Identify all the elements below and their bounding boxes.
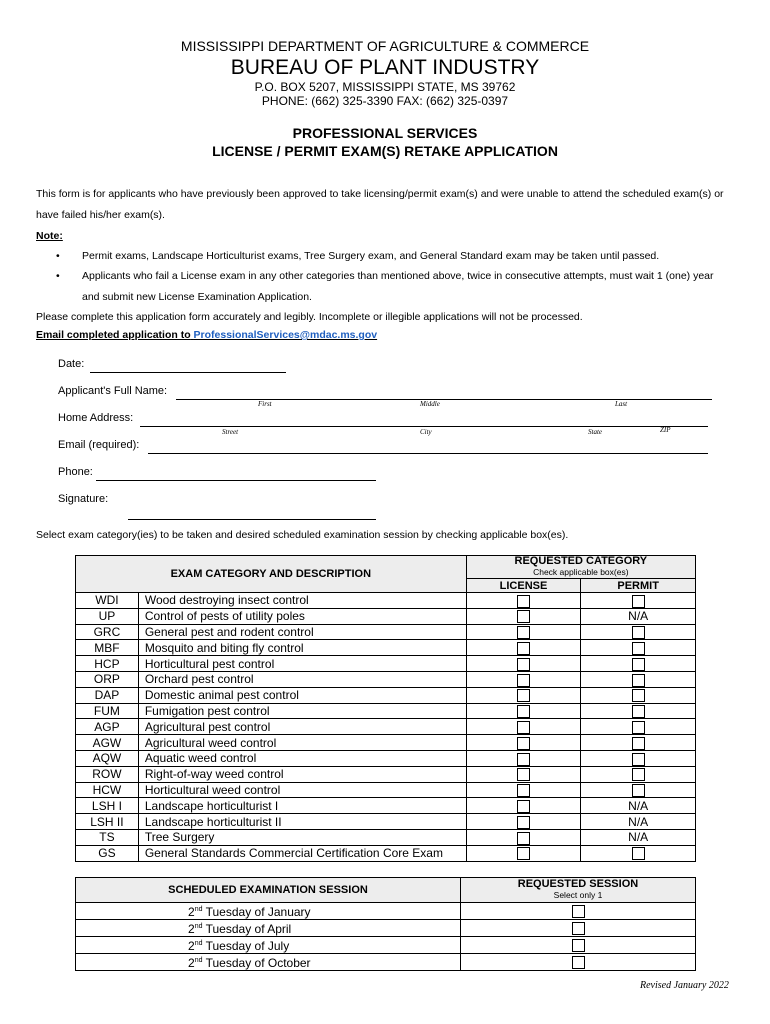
session-ordinal-suffix: nd [194,957,203,964]
session-checkbox[interactable] [572,939,585,952]
addr-zip-caption: ZIP [660,426,671,434]
agency-address: P.O. BOX 5207, MISSISSIPPI STATE, MS 39762 [254,80,516,94]
category-row [76,845,696,861]
license-checkbox[interactable] [517,847,530,860]
category-description: Wood destroying insect control [138,593,466,609]
session-header: SCHEDULED EXAMINATION SESSION [76,878,461,903]
license-cell [466,624,581,640]
license-cell [466,735,581,751]
license-checkbox[interactable] [517,768,530,781]
license-cell [466,782,581,798]
permit-checkbox[interactable] [632,626,645,639]
permit-checkbox[interactable] [632,705,645,718]
category-header: EXAM CATEGORY AND DESCRIPTION [76,556,467,593]
license-checkbox[interactable] [517,721,530,734]
category-row [76,593,696,609]
permit-cell [581,640,696,656]
category-code: GS [76,845,139,861]
category-row [76,719,696,735]
permit-checkbox[interactable] [632,721,645,734]
addr-state-caption: State [588,428,602,436]
session-ordinal: 2 [188,905,195,919]
email-label: Email (required): [58,439,140,451]
category-description: Agricultural weed control [138,735,466,751]
name-first-caption: First [258,400,272,408]
permit-na: N/A [628,830,649,845]
signature-label: Signature: [58,493,109,505]
requested-session-header [461,878,696,903]
session-text: Tuesday of July [205,939,290,953]
permit-cell [581,814,696,830]
category-code: ORP [76,671,139,687]
addr-city-caption: City [420,428,432,436]
session-check-cell [461,954,696,971]
form-title-line2: LICENSE / PERMIT EXAM(S) RETAKE APPLICATION [212,143,558,159]
category-row [76,671,696,687]
session-text: Tuesday of October [205,956,311,970]
license-cell [466,687,581,703]
category-row [76,814,696,830]
category-row [76,782,696,798]
addr-street-caption: Street [222,428,239,436]
category-description: Control of pests of utility poles [138,608,466,624]
session-label [76,920,461,937]
license-cell [466,719,581,735]
session-ordinal: 2 [188,956,195,970]
select-instruction: Select exam category(ies) to be taken and desired scheduled examination session by checking applicable box(es). [36,529,569,541]
session-label [76,954,461,971]
agency-phone: PHONE: (662) 325-3390 FAX: (662) 325-0397 [261,94,509,108]
email-instruction-text: Email completed application to [36,329,191,341]
category-description: Domestic animal pest control [138,687,466,703]
category-row [76,703,696,719]
license-cell [466,766,581,782]
note-bullet-2 [56,266,720,308]
permit-checkbox[interactable] [632,595,645,608]
session-checkbox[interactable] [572,956,585,969]
category-code: UP [76,608,139,624]
license-checkbox[interactable] [517,737,530,750]
license-checkbox[interactable] [517,595,530,608]
session-row [76,903,696,920]
full-name-label: Applicant's Full Name: [58,385,168,397]
category-description: Orchard pest control [138,671,466,687]
permit-cell [581,766,696,782]
name-last-caption: Last [615,400,628,408]
category-code: TS [76,829,139,845]
license-cell [466,640,581,656]
form-title-line1: PROFESSIONAL SERVICES [292,125,478,141]
category-row [76,766,696,782]
category-description: Aquatic weed control [138,750,466,766]
session-check-cell [461,903,696,920]
date-label: Date: [58,358,85,370]
category-code: FUM [76,703,139,719]
permit-cell [581,798,696,814]
category-code: AGW [76,735,139,751]
category-row [76,624,696,640]
name-middle-caption: Middle [420,400,440,408]
category-description: Horticultural weed control [138,782,466,798]
license-cell [466,593,581,609]
bullet-text: Applicants who fail a License exam in any other categories than mentioned above, twice in consecutive attempts, must wait 1 (one) year and submit new License Examination Application. [82,270,714,303]
permit-cell [581,656,696,672]
license-checkbox[interactable] [517,800,530,813]
email-link[interactable]: ProfessionalServices@mdac.ms.gov [193,329,378,341]
category-row [76,829,696,845]
category-description: Fumigation pest control [138,703,466,719]
session-ordinal-suffix: nd [194,940,203,947]
license-cell [466,703,581,719]
requested-category-sub: Check applicable box(es) [533,567,629,577]
category-code: AQW [76,750,139,766]
permit-checkbox[interactable] [632,658,645,671]
phone-label: Phone: [58,466,93,478]
permit-na: N/A [628,609,649,624]
license-checkbox[interactable] [517,832,530,845]
license-checkbox[interactable] [517,626,530,639]
permit-checkbox[interactable] [632,674,645,687]
license-checkbox[interactable] [517,689,530,702]
category-description: Tree Surgery [138,829,466,845]
permit-checkbox[interactable] [632,642,645,655]
date-input[interactable] [90,360,286,373]
license-cell [466,845,581,861]
exam-category-table [75,555,696,862]
category-code: LSH II [76,814,139,830]
note-bullet-1 [56,246,720,267]
session-label [76,903,461,920]
license-checkbox[interactable] [517,753,530,766]
category-code: LSH I [76,798,139,814]
note-label: Note: [36,230,63,242]
signature-input[interactable] [128,506,376,520]
category-code: WDI [76,593,139,609]
bullet-icon: • [56,250,60,262]
category-code: AGP [76,719,139,735]
category-row [76,687,696,703]
full-name-input[interactable] [176,387,712,400]
license-cell [466,608,581,624]
category-code: MBF [76,640,139,656]
home-address-input[interactable] [140,414,708,427]
permit-cell [581,845,696,861]
permit-na: N/A [628,798,649,813]
permit-cell [581,829,696,845]
session-label [76,937,461,954]
bureau-name: BUREAU OF PLANT INDUSTRY [230,56,540,79]
category-code: GRC [76,624,139,640]
permit-cell [581,735,696,751]
permit-cell [581,750,696,766]
session-text: Tuesday of April [205,922,292,936]
category-description: General pest and rodent control [138,624,466,640]
category-code: DAP [76,687,139,703]
permit-cell [581,593,696,609]
permit-checkbox[interactable] [632,753,645,766]
session-row [76,954,696,971]
category-code: HCP [76,656,139,672]
phone-input[interactable] [96,468,376,481]
license-checkbox[interactable] [517,658,530,671]
category-row [76,798,696,814]
intro-text: This form is for applicants who have previously been approved to take licensing/permit exam(s) and were unable to attend the scheduled exam(s) or have failed his/her exam(s). [36,188,724,221]
permit-cell [581,608,696,624]
session-check-cell [461,920,696,937]
session-table [75,877,696,971]
category-row [76,750,696,766]
license-checkbox[interactable] [517,674,530,687]
license-checkbox[interactable] [517,642,530,655]
permit-checkbox[interactable] [632,768,645,781]
permit-checkbox[interactable] [632,689,645,702]
permit-checkbox[interactable] [632,737,645,750]
revision-date: Revised January 2022 [640,980,729,991]
category-code: HCW [76,782,139,798]
license-cell [466,750,581,766]
category-description: General Standards Commercial Certification Core Exam [138,845,466,861]
license-checkbox[interactable] [517,610,530,623]
permit-cell [581,703,696,719]
category-description: Landscape horticulturist I [138,798,466,814]
category-row [76,735,696,751]
email-input[interactable] [148,441,708,454]
permit-checkbox[interactable] [632,847,645,860]
license-checkbox[interactable] [517,784,530,797]
license-checkbox[interactable] [517,705,530,718]
requested-session-sub: Select only 1 [553,890,603,900]
category-description: Mosquito and biting fly control [138,640,466,656]
category-row [76,656,696,672]
license-cell [466,814,581,830]
permit-cell [581,782,696,798]
permit-cell [581,624,696,640]
license-cell [466,671,581,687]
session-checkbox[interactable] [572,905,585,918]
license-cell [466,656,581,672]
requested-category-header [466,556,695,579]
session-ordinal-suffix: nd [194,906,203,913]
permit-cell [581,671,696,687]
permit-na: N/A [628,814,649,829]
email-instruction [36,329,377,341]
category-description: Landscape horticulturist II [138,814,466,830]
requested-category-title: REQUESTED CATEGORY [514,555,648,567]
category-description: Right-of-way weed control [138,766,466,782]
session-ordinal: 2 [188,922,195,936]
license-checkbox[interactable] [517,816,530,829]
category-code: ROW [76,766,139,782]
home-address-label: Home Address: [58,412,134,424]
session-text: Tuesday of January [205,905,311,919]
license-col-header: LICENSE [466,579,581,593]
category-description: Agricultural pest control [138,719,466,735]
permit-col-header: PERMIT [581,579,696,593]
session-row [76,920,696,937]
session-checkbox[interactable] [572,922,585,935]
session-row [76,937,696,954]
session-check-cell [461,937,696,954]
bullet-icon: • [56,270,60,282]
license-cell [466,798,581,814]
permit-checkbox[interactable] [632,784,645,797]
permit-cell [581,687,696,703]
legibility-text: Please complete this application form accurately and legibly. Incomplete or illegible applications will not be processed. [36,311,583,323]
category-row [76,608,696,624]
bullet-text: Permit exams, Landscape Horticulturist exams, Tree Surgery exam, and General Standard exam may be taken until passed. [82,250,660,262]
license-cell [466,829,581,845]
agency-name: MISSISSIPPI DEPARTMENT OF AGRICULTURE & COMMERCE [180,38,590,54]
permit-cell [581,719,696,735]
category-row [76,640,696,656]
category-description: Horticultural pest control [138,656,466,672]
requested-session-title: REQUESTED SESSION [517,878,639,890]
session-ordinal-suffix: nd [194,923,203,930]
session-ordinal: 2 [188,939,195,953]
